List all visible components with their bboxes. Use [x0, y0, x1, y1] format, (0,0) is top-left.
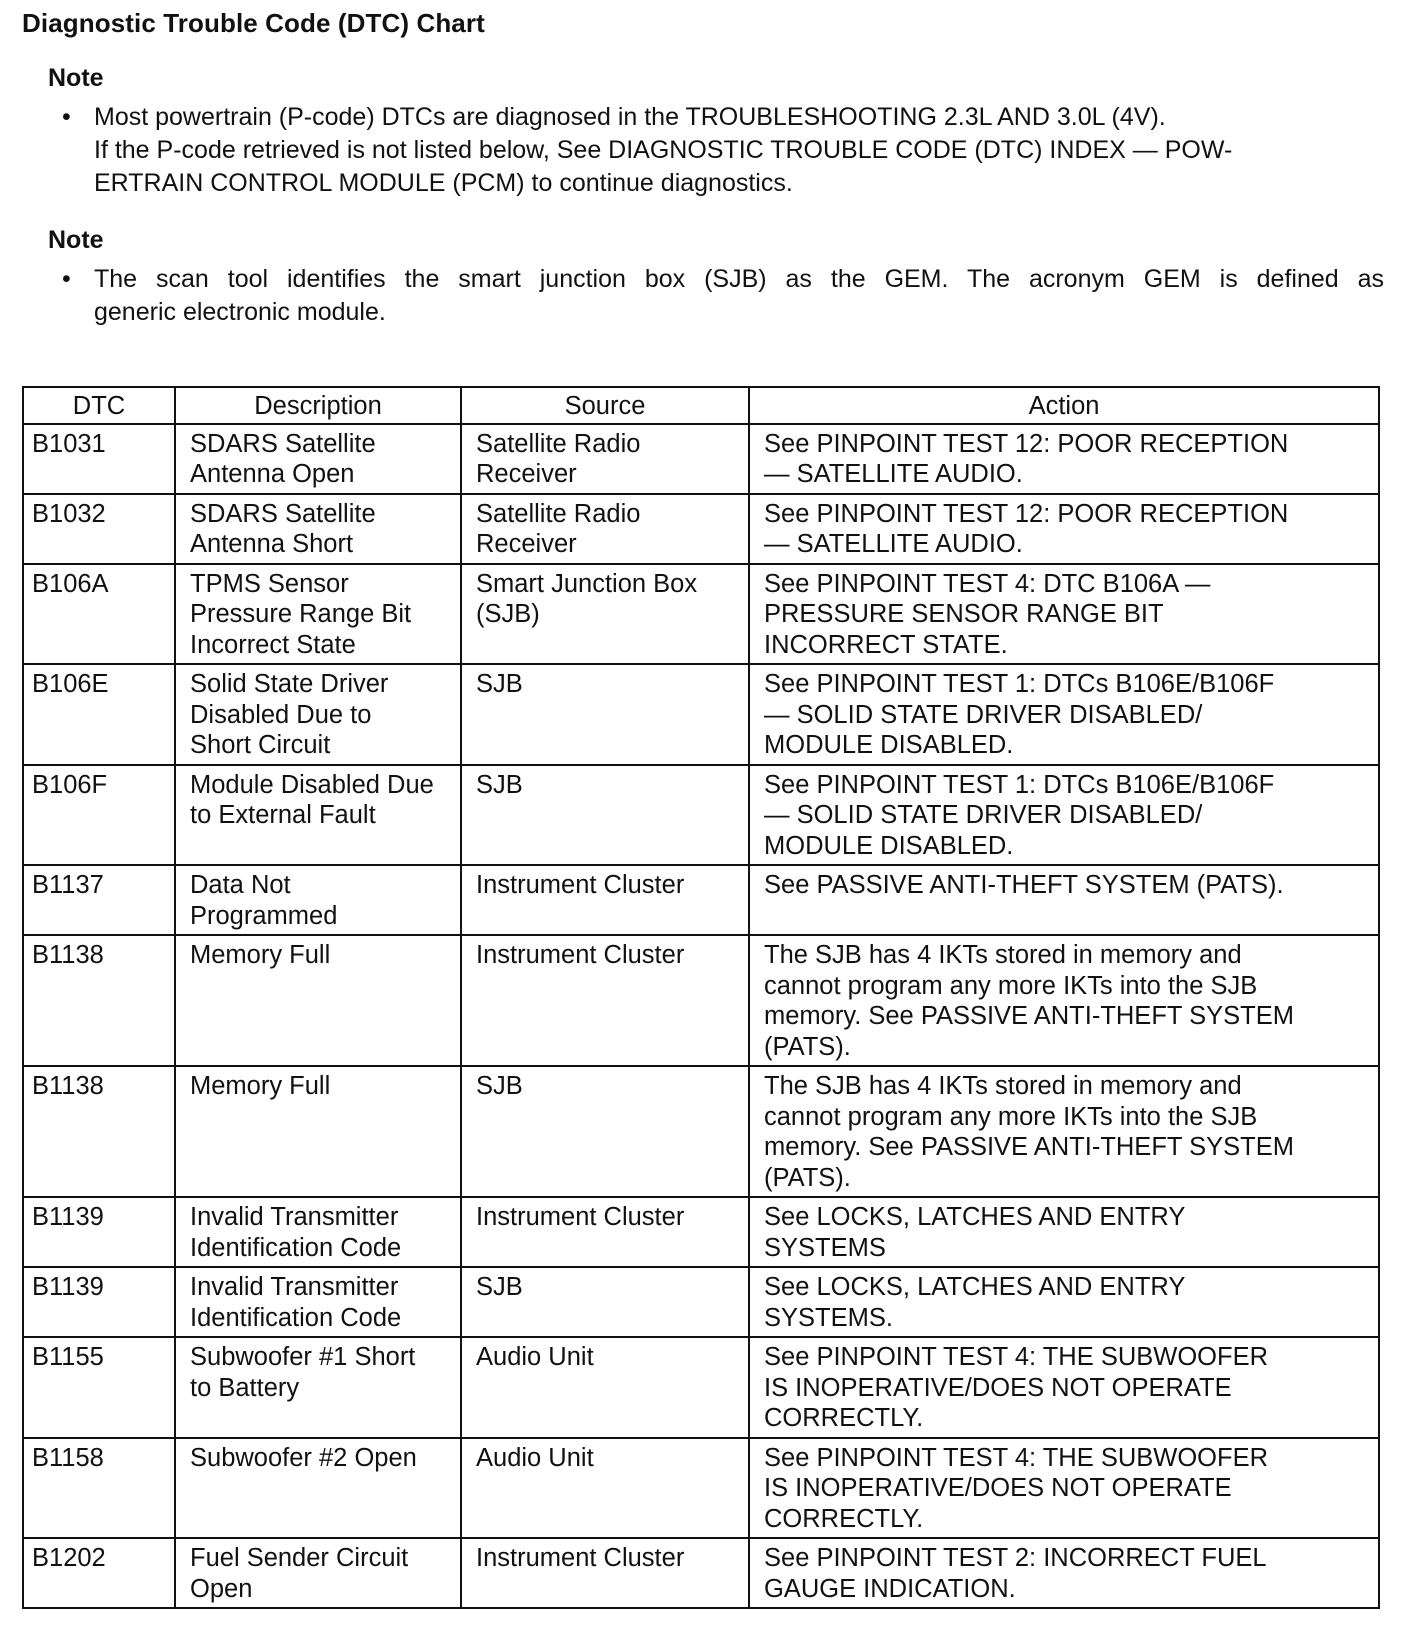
- action-line: INCORRECT STATE.: [764, 630, 1008, 659]
- action-line: GAUGE INDICATION.: [764, 1574, 1016, 1603]
- source-line: Audio Unit: [476, 1443, 594, 1472]
- source-cell: [461, 1267, 749, 1337]
- description-line: Memory Full: [190, 1072, 331, 1100]
- dtc-code: B1138: [32, 1072, 104, 1100]
- dtc-code: B1137: [32, 871, 104, 899]
- dtc-code: B1139: [32, 1203, 104, 1231]
- dtc-code-cell: [23, 1337, 175, 1438]
- action-line: See LOCKS, LATCHES AND ENTRY: [764, 1203, 1186, 1231]
- table-row: [23, 865, 1379, 935]
- note-text-line: If the P-code retrieved is not listed below, See DIAGNOSTIC TROUBLE CODE (DTC) INDEX — POW-: [94, 136, 1233, 164]
- dtc-code: B106E: [32, 670, 109, 698]
- description-line: Incorrect State: [190, 630, 356, 659]
- table-row: [23, 935, 1379, 1066]
- column-header-source: Source: [461, 387, 749, 424]
- description-line: Invalid Transmitter: [190, 1203, 399, 1231]
- bullet-icon: •: [62, 103, 71, 131]
- dtc-code: B106A: [32, 569, 109, 598]
- source-cell: [461, 1438, 749, 1539]
- source-line: Receiver: [476, 460, 577, 488]
- source-cell: [461, 564, 749, 665]
- source-line: SJB: [476, 670, 523, 698]
- action-line: PRESSURE SENSOR RANGE BIT: [764, 600, 1164, 628]
- action-line: The SJB has 4 IKTs stored in memory and: [764, 1072, 1242, 1100]
- note-text-line: ERTRAIN CONTROL MODULE (PCM) to continue diagnostics.: [94, 169, 793, 197]
- table-header-row: [23, 387, 1379, 424]
- description-line: Subwoofer #2 Open: [190, 1443, 417, 1472]
- table-row: [23, 1197, 1379, 1267]
- description-cell: [175, 865, 461, 935]
- dtc-code: B1031: [32, 429, 106, 458]
- action-line: The SJB has 4 IKTs stored in memory and: [764, 941, 1242, 969]
- source-line: Audio Unit: [476, 1343, 594, 1371]
- action-line: See PASSIVE ANTI-THEFT SYSTEM (PATS).: [764, 871, 1284, 899]
- description-cell: [175, 494, 461, 564]
- action-line: SYSTEMS: [764, 1233, 886, 1262]
- action-line: MODULE DISABLED.: [764, 731, 1014, 759]
- dtc-code-cell: [23, 664, 175, 765]
- description-cell: [175, 564, 461, 665]
- action-line: CORRECTLY.: [764, 1504, 924, 1533]
- source-line: Smart Junction Box: [476, 569, 698, 598]
- description-cell: [175, 1066, 461, 1197]
- action-line: See PINPOINT TEST 4: THE SUBWOOFER: [764, 1343, 1268, 1371]
- action-cell: [749, 1337, 1379, 1438]
- description-line: Short Circuit: [190, 731, 331, 759]
- action-line: (PATS).: [764, 1032, 851, 1061]
- dtc-code: B1032: [32, 499, 106, 528]
- description-line: Identification Code: [190, 1233, 402, 1262]
- action-line: See PINPOINT TEST 4: THE SUBWOOFER: [764, 1443, 1268, 1472]
- dtc-code-cell: [23, 935, 175, 1066]
- note-text-line: Most powertrain (P-code) DTCs are diagnosed in the TROUBLESHOOTING 2.3L AND 3.0L (4V).: [94, 103, 1166, 131]
- description-line: Pressure Range Bit: [190, 600, 412, 628]
- source-line: Instrument Cluster: [476, 1544, 685, 1572]
- description-line: Disabled Due to: [190, 700, 372, 729]
- dtc-code-cell: [23, 865, 175, 935]
- description-cell: [175, 1438, 461, 1539]
- note-bullet-item: [48, 101, 1384, 200]
- dtc-code-cell: [23, 424, 175, 494]
- action-line: cannot program any more IKTs into the SJB: [764, 971, 1258, 1000]
- action-line: See PINPOINT TEST 1: DTCs B106E/B106F: [764, 670, 1275, 698]
- action-cell: [749, 935, 1379, 1066]
- table-body: [23, 424, 1379, 1609]
- dtc-code-cell: [23, 1267, 175, 1337]
- column-header-action: Action: [749, 387, 1379, 424]
- table-row: [23, 424, 1379, 494]
- table-row: [23, 494, 1379, 564]
- action-cell: [749, 865, 1379, 935]
- note-text-line: generic electronic module.: [94, 298, 386, 326]
- description-line: Fuel Sender Circuit: [190, 1544, 409, 1572]
- dtc-code-cell: [23, 494, 175, 564]
- action-line: IS INOPERATIVE/DOES NOT OPERATE: [764, 1474, 1232, 1502]
- column-header-dtc: DTC: [23, 387, 175, 424]
- table-row: [23, 1066, 1379, 1197]
- source-cell: [461, 1066, 749, 1197]
- source-cell: [461, 935, 749, 1066]
- action-line: cannot program any more IKTs into the SJB: [764, 1102, 1258, 1131]
- description-line: Subwoofer #1 Short: [190, 1343, 416, 1371]
- dtc-code: B1155: [32, 1343, 104, 1371]
- table-row: [23, 564, 1379, 665]
- dtc-table: [22, 386, 1380, 1609]
- table-row: [23, 1438, 1379, 1539]
- description-line: TPMS Sensor: [190, 569, 349, 598]
- description-line: Open: [190, 1574, 253, 1603]
- description-line: SDARS Satellite: [190, 499, 376, 528]
- dtc-code-cell: [23, 1066, 175, 1197]
- description-line: Antenna Open: [190, 460, 355, 488]
- action-line: See PINPOINT TEST 1: DTCs B106E/B106F: [764, 770, 1275, 799]
- source-cell: [461, 424, 749, 494]
- dtc-code: B1139: [32, 1273, 104, 1301]
- action-cell: [749, 765, 1379, 866]
- action-cell: [749, 564, 1379, 665]
- description-line: Data Not: [190, 871, 291, 899]
- page-title: Diagnostic Trouble Code (DTC) Chart: [22, 8, 485, 38]
- description-line: to Battery: [190, 1373, 300, 1402]
- action-line: MODULE DISABLED.: [764, 831, 1014, 860]
- table-row: [23, 1538, 1379, 1608]
- column-header-description: Description: [175, 387, 461, 424]
- source-cell: [461, 494, 749, 564]
- description-line: Antenna Short: [190, 530, 354, 558]
- action-line: See PINPOINT TEST 12: POOR RECEPTION: [764, 429, 1289, 458]
- note-heading: Note: [48, 64, 104, 92]
- action-cell: [749, 1438, 1379, 1539]
- description-cell: [175, 424, 461, 494]
- description-cell: [175, 765, 461, 866]
- dtc-code: B106F: [32, 770, 108, 799]
- action-line: (PATS).: [764, 1163, 851, 1192]
- description-cell: [175, 1197, 461, 1267]
- action-line: memory. See PASSIVE ANTI-THEFT SYSTEM: [764, 1133, 1294, 1161]
- source-cell: [461, 1337, 749, 1438]
- action-line: SYSTEMS.: [764, 1303, 893, 1332]
- action-cell: [749, 1267, 1379, 1337]
- source-line: (SJB): [476, 600, 540, 628]
- action-cell: [749, 424, 1379, 494]
- description-line: SDARS Satellite: [190, 429, 376, 458]
- source-line: SJB: [476, 1072, 523, 1100]
- action-line: CORRECTLY.: [764, 1404, 924, 1432]
- source-line: SJB: [476, 1273, 523, 1301]
- action-line: — SOLID STATE DRIVER DISABLED/: [764, 801, 1203, 829]
- description-line: to External Fault: [190, 801, 376, 829]
- table-row: [23, 765, 1379, 866]
- action-cell: [749, 1538, 1379, 1608]
- note-block-2: [48, 226, 1384, 329]
- description-line: Memory Full: [190, 941, 331, 969]
- description-line: Programmed: [190, 901, 338, 930]
- source-cell: [461, 664, 749, 765]
- action-line: See LOCKS, LATCHES AND ENTRY: [764, 1273, 1186, 1301]
- dtc-code-cell: [23, 564, 175, 665]
- table-row: [23, 664, 1379, 765]
- dtc-code-cell: [23, 1438, 175, 1539]
- source-line: Receiver: [476, 530, 577, 558]
- description-line: Solid State Driver: [190, 670, 389, 698]
- action-cell: [749, 494, 1379, 564]
- table-row: [23, 1267, 1379, 1337]
- source-cell: [461, 865, 749, 935]
- action-line: — SATELLITE AUDIO.: [764, 460, 1023, 488]
- description-line: Module Disabled Due: [190, 770, 434, 799]
- dtc-code-cell: [23, 1538, 175, 1608]
- description-line: Invalid Transmitter: [190, 1273, 399, 1301]
- action-line: See PINPOINT TEST 2: INCORRECT FUEL: [764, 1544, 1267, 1572]
- dtc-code-cell: [23, 765, 175, 866]
- source-cell: [461, 1538, 749, 1608]
- source-cell: [461, 765, 749, 866]
- note-heading: Note: [48, 226, 104, 254]
- source-cell: [461, 1197, 749, 1267]
- dtc-code-cell: [23, 1197, 175, 1267]
- source-line: Instrument Cluster: [476, 941, 685, 969]
- action-line: IS INOPERATIVE/DOES NOT OPERATE: [764, 1373, 1232, 1402]
- source-line: Satellite Radio: [476, 499, 641, 528]
- note-block-1: [48, 64, 1384, 200]
- description-cell: [175, 1267, 461, 1337]
- note-bullet-item: [48, 263, 1384, 329]
- action-line: memory. See PASSIVE ANTI-THEFT SYSTEM: [764, 1002, 1294, 1030]
- action-line: — SOLID STATE DRIVER DISABLED/: [764, 700, 1203, 729]
- source-line: SJB: [476, 770, 523, 799]
- bullet-icon: •: [62, 265, 71, 293]
- dtc-code: B1138: [32, 941, 104, 969]
- note-text-line: The scan tool identifies the smart junction box (SJB) as the GEM. The acronym GEM is defined as: [94, 265, 1384, 293]
- dtc-code: B1202: [32, 1544, 106, 1572]
- description-line: Identification Code: [190, 1303, 402, 1332]
- source-line: Instrument Cluster: [476, 871, 685, 899]
- action-cell: [749, 664, 1379, 765]
- description-cell: [175, 1538, 461, 1608]
- action-line: See PINPOINT TEST 4: DTC B106A —: [764, 569, 1211, 598]
- action-line: — SATELLITE AUDIO.: [764, 530, 1023, 558]
- action-cell: [749, 1197, 1379, 1267]
- source-line: Satellite Radio: [476, 429, 641, 458]
- action-cell: [749, 1066, 1379, 1197]
- dtc-code: B1158: [32, 1443, 104, 1472]
- action-line: See PINPOINT TEST 12: POOR RECEPTION: [764, 499, 1289, 528]
- description-cell: [175, 664, 461, 765]
- description-cell: [175, 935, 461, 1066]
- table-row: [23, 1337, 1379, 1438]
- description-cell: [175, 1337, 461, 1438]
- source-line: Instrument Cluster: [476, 1203, 685, 1231]
